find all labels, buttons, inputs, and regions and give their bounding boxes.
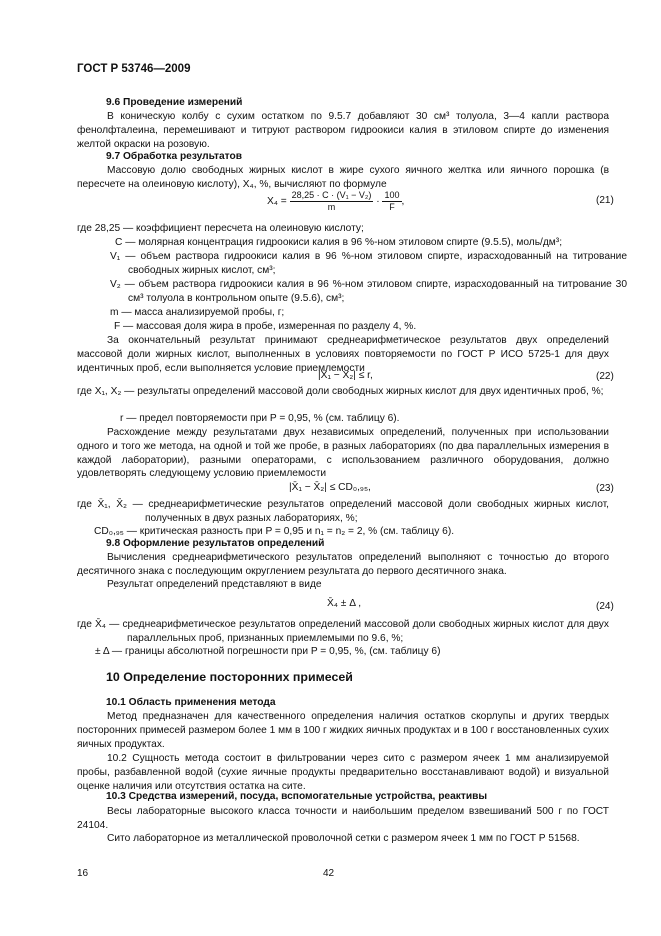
document-code: ГОСТ Р 53746—2009 (77, 63, 191, 75)
formula-21 (267, 190, 404, 213)
section-10-3-text-a: Весы лабораторные высокого класса точности и наибольшим пределом взвешиваний 500 г по ГОСТ 24104. (77, 806, 609, 831)
section-10-1-text: Метод предназначен для качественного определения наличия остатков скорлупы и других твердых посторонних примесей размером более 1 мм в 100 г жидких яичных продуктах и в 100 г восстановленных сухих яичных продуктах. (77, 711, 610, 750)
formula-21-denominator-2: F (389, 202, 395, 212)
formula-22: |X₁ − X₂| ≤ r, (318, 370, 373, 381)
formula-21-lhs: X₄ = (267, 196, 287, 208)
where-24-delta: ± Δ — границы абсолютной погрешности при P = 0,95, %, (см. таблицу 6) (95, 646, 441, 657)
section-10-2-text: 10.2 Сущность метода состоит в фильтровании через сито с размером ячеек 1 мм анализируемой пробы, разбавленной водой (сухие яичные продукты предварительно восстанавливают водой) и визуальной оценке наличия или отсутствия остатка на сите. (77, 753, 609, 792)
where-28-25: где 28,25 — коэффициент пересчета на олеиновую кислоту; (77, 223, 364, 234)
formula-21-numerator-1: 28,25 · C · (V₁ − V₂) (291, 190, 372, 200)
section-9-6-title: 9.6 Проведение измерений (106, 97, 243, 108)
section-9-8-text-2: Результат определений представляют в виде (107, 579, 322, 590)
where-v1: V₁ — объем раствора гидроокиси калия в 96 %-ном этиловом спирте, израсходованный на титрование свободных жирных кислот, см³; (110, 251, 627, 276)
where-23-cd: CD₀,₉₅ — критическая разность при P = 0,95 и n₁ = n₂ = 2, % (см. таблицу 6). (94, 526, 455, 537)
section-9-8-text: Вычисления среднеарифметического результатов определений выполняют с точностью до второго десятичного знака с последующим округлением результата до первого десятичного знака. (77, 552, 609, 577)
equation-number-22: (22) (596, 371, 614, 382)
section-9-7-title: 9.7 Обработка результатов (106, 151, 243, 162)
formula-21-dot: · (376, 196, 380, 208)
formula-21-denominator-1: m (327, 202, 336, 212)
discrepancy-text: Расхождение между результатами двух независимых определений, полученных при использовании одного и того же метода, на одной и той же пробе, в разных лабораториях (по два параллельных измерения в каждой лаборатории), разными операторами, с использованием различного оборудования, должно удовлетворять следующему условию приемлемости (77, 427, 609, 480)
where-m: m — масса анализируемой пробы, г; (110, 307, 285, 318)
section-10-1-title: 10.1 Область применения метода (106, 697, 276, 708)
formula-21-fraction-2 (382, 190, 401, 213)
section-9-7-intro: Массовую долю свободных жирных кислот в жире сухого яичного желтка или яичного порошка (в пересчете на олеиновую кислоту), X₄, %, вычисляют по формуле (77, 165, 609, 190)
formula-24: X̄₄ ± Δ , (327, 598, 362, 609)
equation-number-21: (21) (596, 195, 614, 206)
section-9-6-text: В коническую колбу с сухим остатком по 9.5.7 добавляют 30 см³ толуола, 3—4 капли раствора фенолфталеина, перемешивают и титруют раствором гидроокиси калия в этиловом спирте до изменения желтой окраски на розовую. (77, 111, 609, 150)
where-23-x1x2: где X̄₁, X̄₂ — среднеарифметические результатов определений массовой доли свободных жирных кислот, полученных в двух разных лабораториях, %; (77, 499, 609, 524)
page-number-left: 16 (77, 868, 89, 879)
where-v2: V₂ — объем раствора гидроокиси калия в 96 %-ном этиловом спирте, израсходованный на титрование 30 см³ толуола в контрольном опыте (9.5.6), см³; (110, 279, 627, 304)
where-22-x1x2: где X₁, X₂ — результаты определений массовой доли свободных жирных кислот для двух идентичных проб, %; (77, 386, 604, 397)
section-10-3-title: 10.3 Средства измерений, посуда, вспомогательные устройства, реактивы (106, 791, 488, 802)
final-result-text: За окончательный результат принимают среднеарифметическое результатов двух определений массовой доли жирных кислот, выполненных в условиях повторяемости по ГОСТ Р ИСО 5725-1 для двух идентичных проб, если выполняется условие приемлемости (77, 335, 609, 374)
where-c: C — молярная концентрация гидроокиси калия в 96 %-ном этиловом спирте (9.5.5), моль/дм³; (115, 237, 563, 248)
where-22-r: r — предел повторяемости при P = 0,95, % (см. таблицу 6). (120, 413, 400, 424)
formula-23: |X̄₁ − X̄₂| ≤ CD₀,₉₅, (289, 482, 371, 493)
section-10-title: 10 Определение посторонних примесей (106, 670, 353, 684)
equation-number-24: (24) (596, 601, 614, 612)
equation-number-23: (23) (596, 483, 614, 494)
section-9-8-title: 9.8 Оформление результатов определений (106, 538, 325, 549)
where-f: F — массовая доля жира в пробе, измеренная по разделу 4, %. (114, 321, 417, 332)
formula-21-fraction-1 (290, 190, 374, 213)
page-number-center: 42 (323, 868, 335, 879)
formula-21-numerator-2: 100 (384, 190, 400, 200)
section-10-3-text-b: Сито лабораторное из металлической проволочной сетки с размером ячеек 1 мм по ГОСТ Р 51568. (107, 833, 580, 844)
where-24-x4: где X̄₄ — среднеарифметическое результатов определений массовой доли свободных жирных кислот для двух параллельных проб, признанных приемлемыми по 9.6, %; (77, 619, 609, 644)
formula-21-tail: , (401, 196, 405, 208)
